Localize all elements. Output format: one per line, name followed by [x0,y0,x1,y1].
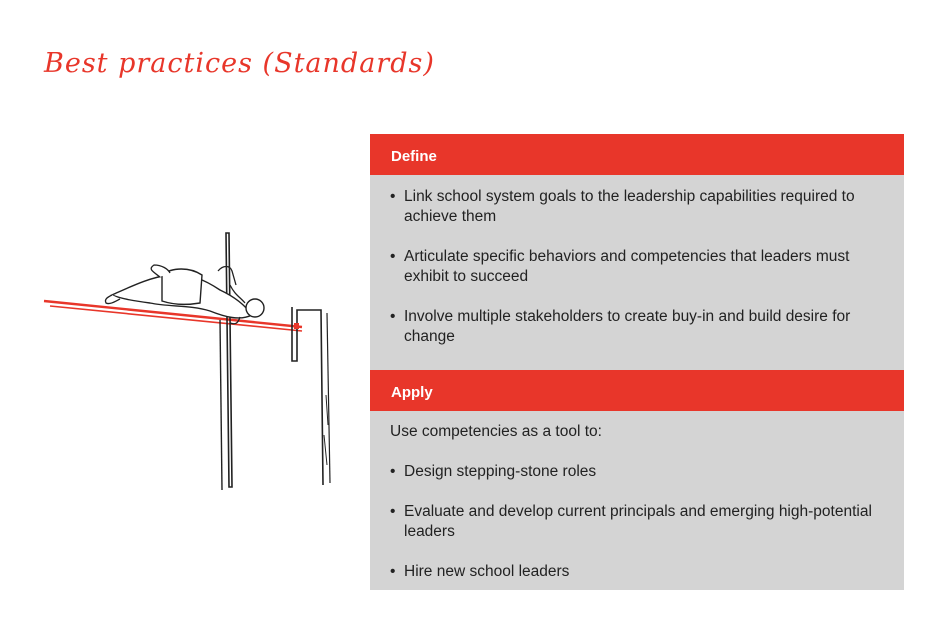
apply-bullet: • Design stepping-stone roles [390,463,597,480]
bullet-dot-icon: • [390,563,396,580]
define-section [370,175,904,370]
define-header: Define [370,134,904,175]
apply-bullet: • Evaluate and develop current principals and emerging high-potential leaders [390,503,872,540]
high-jumper-illustration [40,225,360,495]
apply-bullet: • Hire new school leaders [390,563,570,580]
bullet-dot-icon: • [390,248,396,265]
define-bullet: • Articulate specific behaviors and competencies that leaders must exhibit to succeed [390,248,850,285]
define-bullet: • Involve multiple stakeholders to create buy-in and build desire for change [390,308,851,345]
bullet-dot-icon: • [390,503,396,520]
apply-header: Apply [370,370,904,411]
bullet-dot-icon: • [390,188,396,205]
best-practices-panel [370,134,904,590]
apply-section [370,411,904,582]
bullet-dot-icon: • [390,308,396,325]
apply-intro: Use competencies as a tool to: [390,423,602,440]
page-title: Best practices (Standards) [44,48,435,79]
define-bullet: • Link school system goals to the leadership capabilities required to achieve them [390,188,855,225]
bullet-dot-icon: • [390,463,396,480]
